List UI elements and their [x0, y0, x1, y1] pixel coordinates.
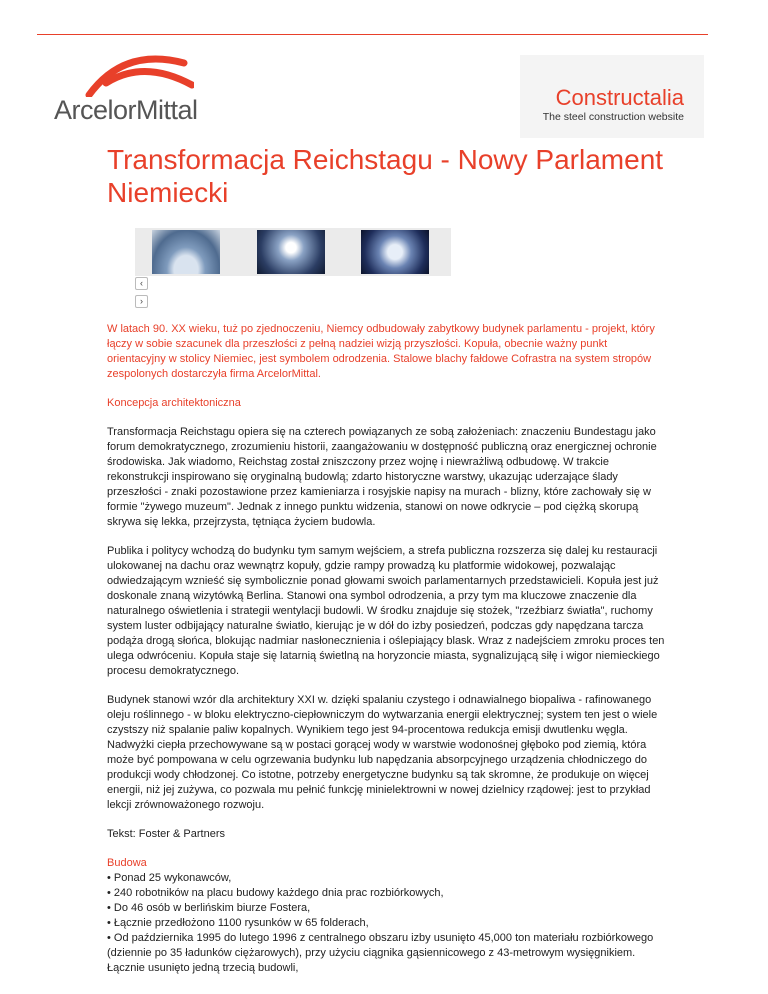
gallery-thumbnail[interactable] — [361, 230, 429, 274]
gallery-thumbnail[interactable] — [152, 230, 220, 274]
constructalia-logo: Constructalia — [555, 85, 684, 110]
top-rule — [37, 34, 708, 35]
section-heading-construction: Budowa — [107, 857, 147, 869]
gallery-next-button[interactable]: › — [135, 295, 148, 308]
construction-facts-list — [107, 871, 667, 976]
page-title: Transformacja Reichstagu - Nowy Parlament Niemiecki — [107, 144, 664, 208]
constructalia-tagline: The steel construction website — [542, 111, 684, 123]
list-item: • Ponad 25 wykonawców, — [107, 872, 232, 884]
body-paragraph: Publika i politycy wchodzą do budynku tym samym wejściem, a strefa publiczna rozszerza się dalej ku restauracji ulokowanej na dachu oraz wewnątrz kopuły, gdzie rampy prowadzą ku platformie widokowej, pozwalając odwiedzającym wznieść się symbolicznie ponad głowami swoich parlamentarnych przedstawicieli. Kopuła jest już doskonale znaną wizytówką Berlina. Stanowi ona symbol odrodzenia, a przy tym ma kluczowe znaczenie dla naturalnego oświetlenia i strategii wentylacji budowli. W środku znajduje się stożek, "rzeźbiarz światła", ruchomy system luster odbijający naturalne światło, kierując je w dół do izby posiedzeń, podczas gdy napędzana tarcza podąża drogą słońca, blokując nadmiar nasłonecznienia i oślepiający blask. Wraz z nadejściem zmroku proces ten ulega odwróceniu. Kopuła staje się latarnią świetlną na horyzoncie miasta, sygnalizującą siłę i wigor niemieckiego procesu demokratycznego. — [107, 545, 665, 677]
arcelormittal-wordmark: ArcelorMittal — [54, 95, 198, 125]
section-heading-architecture: Koncepcja architektoniczna — [107, 397, 241, 409]
intro-paragraph: W latach 90. XX wieku, tuż po zjednoczeniu, Niemcy odbudowały zabytkowy budynek parlamentu - projekt, który łączy w sobie szacunek dla przeszłości z pełną nadziei wizją przyszłości. Kopuła, obecnie ważny punkt orientacyjny w stolicy Niemiec, jest symbolem odrodzenia. Stalowe blachy fałdowe Cofrastra na system stropów zespolonych dostarczyła firma ArcelorMittal. — [107, 323, 655, 380]
image-gallery — [135, 228, 451, 276]
list-item: • Od października 1995 do lutego 1996 z centralnego obszaru izby usunięto 45,000 ton materiału rozbiórkowego (dziennie po 35 ładunków ciężarowych), przy użyciu ciągnika gąsiennicowego z 43-metrowym wysięgnikiem. Łącznie usunięto jedną trzecią budowli, — [107, 932, 654, 974]
arcelormittal-swoosh-icon — [84, 55, 194, 97]
list-item: • 240 robotników na placu budowy każdego dnia prac rozbiórkowych, — [107, 887, 444, 899]
body-paragraph: Transformacja Reichstagu opiera się na czterech powiązanych ze sobą założeniach: znaczeniu Bundestagu jako forum demokratycznego, zrozumieniu historii, zaangażowaniu w dostępność publiczną oraz energicznej ochronie środowiska. Jak wiadomo, Reichstag został zniszczony przez wojnę i niewrażliwą odbudowę. W trakcie rekonstrukcji inspirowano się oryginalną budowlą; zdarto historyczne warstwy, ukazując uderzające ślady przeszłości - znaki pozostawione przez kamieniarza i rosyjskie napisy na murach - blizny, które zachowały się w formie "żywego muzeum". Jednak z innego punktu widzenia, stanowi on nowe odkrycie – pod ciężką skorupą skrywa się lekka, przejrzysta, tętniąca życiem budowla. — [107, 426, 657, 528]
body-paragraph: Budynek stanowi wzór dla architektury XXI w. dzięki spalaniu czystego i odnawialnego biopaliwa - rafinowanego oleju roślinnego - w bloku elektryczno-ciepłowniczym do wytwarzania energii elektrycznej; system ten jest o wiele czystszy niż spalanie paliw kopalnych. Wynikiem tego jest 94-procentowa redukcja emisji dwutlenku węgla. Nadwyżki ciepła przechowywane są w postaci gorącej wody w warstwie wodonośnej głęboko pod ziemią, która może być pompowana w celu ogrzewania budynku lub napędzania absorpcyjnego urządzenia chłodniczego do produkcji wody chłodzonej. Co istotne, potrzeby energetyczne budynku są tak skromne, że produkuje on więcej energii, niż jej zużywa, co pozwala mu pełnić funkcję minielektrowni w nowej dzielnicy rządowej: jest to przykład lekcji zrównoważonego rozwoju. — [107, 694, 658, 811]
article-body — [107, 322, 667, 976]
arcelormittal-logo — [54, 55, 214, 125]
list-item: • Do 46 osób w berlińskim biurze Fostera, — [107, 902, 311, 914]
text-credit: Tekst: Foster & Partners — [107, 828, 225, 840]
list-item: • Łącznie przedłożono 1100 rysunków w 65 folderach, — [107, 917, 369, 929]
gallery-thumbnail[interactable] — [257, 230, 325, 274]
gallery-prev-button[interactable]: ‹ — [135, 277, 148, 290]
constructalia-banner[interactable] — [520, 55, 704, 138]
